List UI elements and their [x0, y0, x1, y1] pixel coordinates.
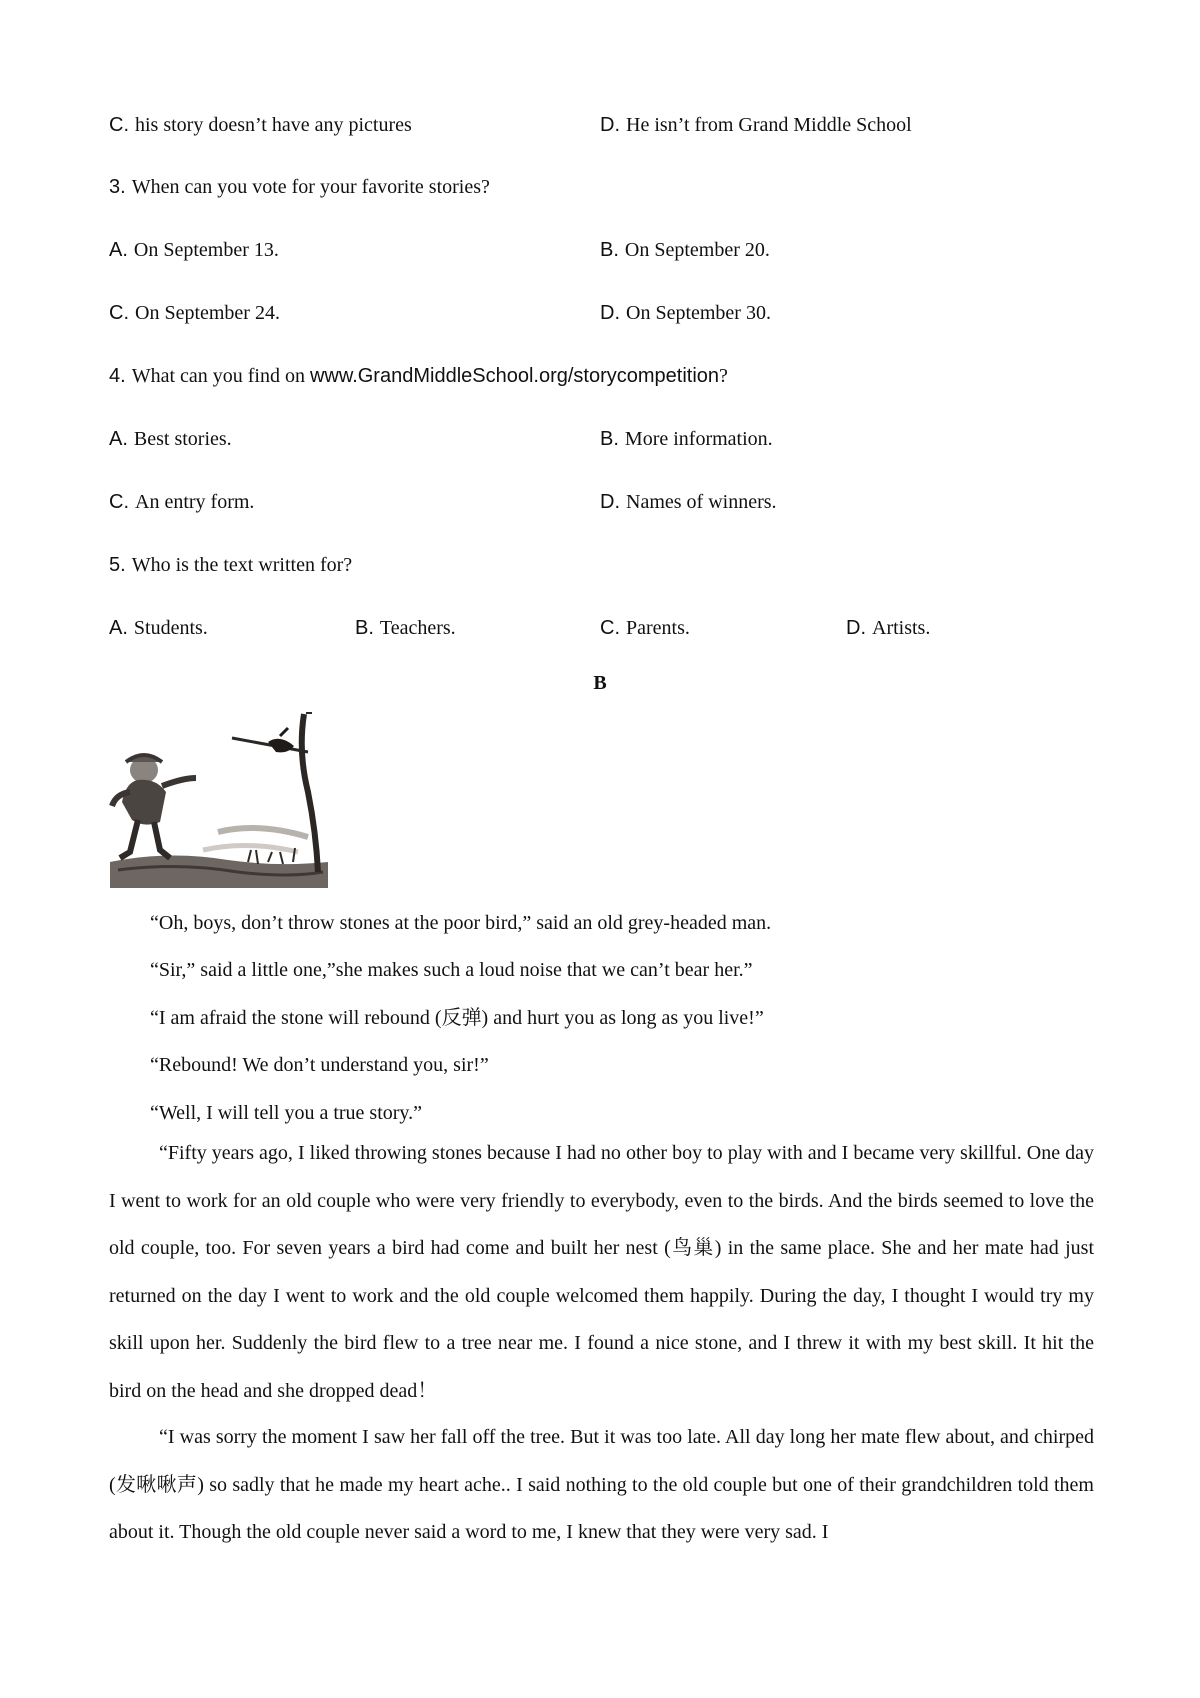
- q2-option-c[interactable]: [109, 110, 412, 140]
- q2-option-d[interactable]: [600, 110, 912, 140]
- q3-option-d[interactable]: [600, 298, 771, 328]
- q4-option-b[interactable]: [600, 424, 773, 454]
- option-letter: C.: [109, 491, 129, 513]
- question-number: 4.: [109, 365, 126, 387]
- option-letter: A.: [109, 617, 128, 639]
- q3-option-b[interactable]: [600, 235, 770, 265]
- q3-question: [0, 172, 1200, 202]
- option-letter: B.: [600, 239, 619, 261]
- option-text: An entry form.: [135, 491, 255, 513]
- option-letter: B.: [600, 428, 619, 450]
- q5-option-c[interactable]: [600, 613, 690, 643]
- option-letter: A.: [109, 428, 128, 450]
- option-text: Names of winners.: [626, 491, 777, 513]
- option-letter: D.: [600, 302, 620, 324]
- dialogue-line: “Sir,” said a little one,”she makes such a loud noise that we can’t bear her.”: [150, 959, 753, 981]
- option-text: Best stories.: [133, 428, 232, 450]
- dialogue-line: “Oh, boys, don’t throw stones at the poor bird,” said an old grey-headed man.: [150, 912, 772, 934]
- boy-throwing-stone-illustration: [108, 712, 330, 888]
- option-letter: A.: [109, 239, 128, 261]
- q4-option-c[interactable]: [109, 487, 254, 517]
- question-text-end: ?: [719, 365, 728, 387]
- option-letter: C.: [109, 302, 129, 324]
- option-text: Artists.: [872, 617, 931, 639]
- option-text: He isn’t from Grand Middle School: [626, 114, 912, 136]
- option-text: Students.: [133, 617, 208, 639]
- option-text: Teachers.: [379, 617, 456, 639]
- q3-options-row-2: [0, 298, 1200, 328]
- q5-question: [0, 550, 1200, 580]
- dialogue-line: “I am afraid the stone will rebound (反弹) and hurt you as long as you live!”: [150, 1007, 764, 1029]
- q5-option-b[interactable]: [355, 613, 456, 643]
- option-letter: D.: [600, 114, 620, 136]
- section-b-heading: B: [593, 672, 607, 694]
- q4-option-a[interactable]: [109, 424, 232, 454]
- option-text: On September 24.: [135, 302, 280, 324]
- competition-url-link[interactable]: www.GrandMiddleSchool.org/storycompetition: [309, 365, 720, 387]
- question-number: 5.: [109, 554, 126, 576]
- q4-question: [0, 361, 1200, 391]
- q5-option-a[interactable]: [109, 613, 208, 643]
- q3-option-c[interactable]: [109, 298, 280, 328]
- option-letter: C.: [109, 114, 129, 136]
- option-text: Parents.: [626, 617, 690, 639]
- question-text: Who is the text written for?: [131, 554, 353, 576]
- q5-options-row: [0, 613, 1200, 643]
- dialogue-line: “Rebound! We don’t understand you, sir!”: [150, 1054, 489, 1076]
- q3-options-row-1: [0, 235, 1200, 265]
- story-paragraph: “Fifty years ago, I liked throwing stones because I had no other boy to play with and I became very skillful. One day I went to work for an old couple who were very friendly to everybody, even to the birds. And the birds seemed to love the old couple, too. For seven years a bird had come and built her nest (鸟巢) in the same place. She and her mate had just returned on the day I went to work and the old couple welcomed them happily. During the day, I thought I would try my skill upon her. Suddenly the bird flew to a tree near me. I found a nice stone, and I threw it with my best skill. It hit the bird on the head and she dropped dead！: [109, 1142, 1094, 1402]
- q5-option-d[interactable]: [846, 613, 930, 643]
- story-paragraph: “I was sorry the moment I saw her fall off the tree. But it was too late. All day long her mate flew about, and chirped (发啾啾声) so sadly that he made my heart ache.. I said nothing to the old couple but one of their grandchildren told them about it. Though the old couple never said a word to me, I knew that they were very sad. I: [109, 1426, 1094, 1543]
- q3-option-a[interactable]: [109, 235, 279, 265]
- option-letter: D.: [846, 617, 866, 639]
- option-letter: C.: [600, 617, 620, 639]
- option-letter: D.: [600, 491, 620, 513]
- question-text: When can you vote for your favorite stories?: [131, 176, 490, 198]
- q4-option-d[interactable]: [600, 487, 777, 517]
- q4-options-row-2: [0, 487, 1200, 517]
- option-text: On September 30.: [626, 302, 771, 324]
- option-text: More information.: [624, 428, 773, 450]
- question-text: What can you find on: [131, 365, 305, 387]
- question-number: 3.: [109, 176, 126, 198]
- q4-options-row-1: [0, 424, 1200, 454]
- option-text: On September 13.: [133, 239, 279, 261]
- option-text: his story doesn’t have any pictures: [135, 114, 412, 136]
- q2-options-row: [0, 110, 1200, 140]
- option-text: On September 20.: [624, 239, 770, 261]
- option-letter: B.: [355, 617, 374, 639]
- dialogue-line: “Well, I will tell you a true story.”: [150, 1102, 423, 1124]
